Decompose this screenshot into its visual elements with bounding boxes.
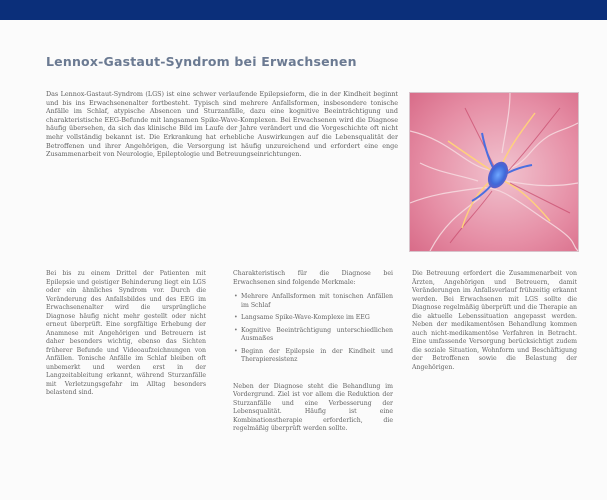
spacer <box>233 371 393 383</box>
column-3-text: Die Betreuung erfordert die Zusammenarbeit von Ärzten, Angehörigen und Betreuern, damit Veränderungen im Anfallsverlauf frühzeitig erkannt werden. Bei Erwachsenen mit LGS sollte die Diagnose regelmäßig überprüft und die Therapie an die aktuelle Lebenssituation angepasst werden. Neben der medikamentösen Behandlung kommen auch nicht-medikamentöse Verfahren in Betracht. Eine umfassende Versorgung berücksichtigt zudem die soziale Situation, Wohnform und Beschäftigung der Betroffenen sowie die Belastung der Angehörigen. <box>412 270 577 371</box>
list-item: • Kognitive Beeinträchtigung unterschiedlichen Ausmaßes <box>233 327 393 344</box>
neuron-illustration <box>409 92 579 252</box>
list-item: • Beginn der Epilepsie in der Kindheit und Therapieresistenz <box>233 348 393 365</box>
header-bar <box>0 0 607 20</box>
column-1 <box>46 270 206 500</box>
article-title: Lennox-Gastaut-Syndrom bei Erwachsenen <box>46 54 357 69</box>
column-2-intro: Charakteristisch für die Diagnose bei Erwachsenen sind folgende Merkmale: <box>233 270 393 286</box>
column-2 <box>233 270 393 500</box>
column-1-text: Bei bis zu einem Drittel der Patienten mit Epilepsie und geistiger Behinderung liegt ein LGS oder ein ähnliches Syndrom vor. Durch die Veränderung des Anfallsbildes und des EEG im Erwachsenenalter wird die ursprüngliche Diagnose häufig nicht mehr gestellt oder nicht erneut überprüft. Eine sorgfältige Erhebung der Anamnese mit Angehörigen und Betreuern ist daher besonders wichtig, ebenso das Sichten früherer Befunde und Videoaufzeichnungen von Anfällen. Tonische Anfälle im Schlaf bleiben oft unbemerkt und werden erst in der Langzeitableitung erkannt, während Sturzanfälle mit Verletzungsgefahr im Alltag besonders belastend sind. <box>46 270 206 396</box>
list-item: • Langsame Spike-Wave-Komplexe im EEG <box>233 314 393 323</box>
criteria-list <box>233 293 393 365</box>
column-2-text: Neben der Diagnose steht die Behandlung im Vordergrund. Ziel ist vor allem die Reduktion der Sturzanfälle und eine Verbesserung der Lebensqualität. Häufig ist eine Kombinationstherapie erforderlich, die regelmäßig überprüft werden sollte. <box>233 382 393 432</box>
lead-paragraph: Das Lennox-Gastaut-Syndrom (LGS) ist eine schwer verlaufende Epilepsieform, die in der Kindheit beginnt und bis ins Erwachsenenalter fortbesteht. Typisch sind mehrere Anfallsformen, insbesondere tonische Anfälle im Schlaf, atypische Absencen und Sturzanfälle, dazu eine kognitive Beeinträchtigung und charakteristische EEG-Befunde mit langsamen Spike-Wave-Komplexen. Bei Erwachsenen wird die Diagnose häufig übersehen, da sich das klinische Bild im Laufe der Jahre verändert und die Vorgeschichte oft nicht mehr vollständig bekannt ist. Die Erkrankung hat erhebliche Auswirkungen auf die Lebensqualität der Betroffenen und ihrer Angehörigen, die Versorgung ist häufig unzureichend und erfordert eine enge Zusammenarbeit von Neurologie, Epileptologie und Betreuungseinrichtungen. <box>46 90 398 159</box>
list-item: • Mehrere Anfallsformen mit tonischen Anfällen im Schlaf <box>233 293 393 310</box>
neuron-image <box>410 93 578 251</box>
column-3 <box>412 270 577 500</box>
